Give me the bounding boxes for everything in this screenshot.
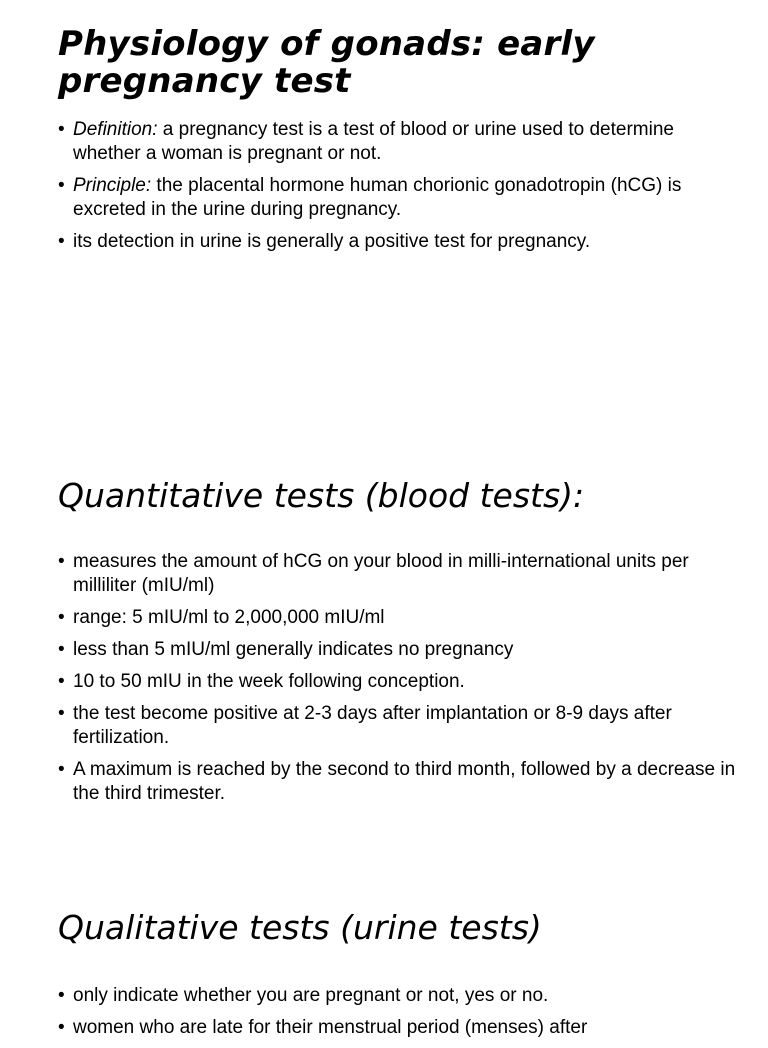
list-item	[58, 550, 738, 598]
bullet-icon: •	[58, 231, 65, 252]
bullet-icon: •	[58, 119, 65, 140]
list-item	[58, 230, 738, 254]
quantitative-bullet-list	[58, 550, 738, 814]
list-item	[58, 758, 738, 806]
bullet-icon: •	[58, 1017, 65, 1038]
list-item	[58, 638, 738, 662]
bullet-icon: •	[58, 671, 65, 692]
bullet-text: only indicate whether you are pregnant or not, yes or no.	[73, 985, 549, 1006]
bullet-icon: •	[58, 639, 65, 660]
bullet-icon: •	[58, 759, 65, 780]
list-item	[58, 984, 738, 1008]
bullet-text: women who are late for their menstrual period (menses) after	[73, 1017, 588, 1038]
bullet-text: its detection in urine is generally a positive test for pregnancy.	[73, 231, 591, 252]
list-item	[58, 118, 738, 166]
bullet-text: less than 5 mIU/ml generally indicates no pregnancy	[73, 639, 514, 660]
qualitative-bullet-list	[58, 984, 738, 1048]
list-item	[58, 174, 738, 222]
bullet-icon: •	[58, 551, 65, 572]
bullet-text: measures the amount of hCG on your blood in milli-international units per milliliter (mIU/ml)	[73, 551, 689, 596]
list-item	[58, 1016, 738, 1040]
bullet-text: the placental hormone human chorionic gonadotropin (hCG) is excreted in the urine during pregnancy.	[73, 175, 682, 220]
bullet-text: a pregnancy test is a test of blood or urine used to determine whether a woman is pregnant or not.	[73, 119, 674, 164]
bullet-text: range: 5 mIU/ml to 2,000,000 mIU/ml	[73, 607, 385, 628]
section-heading-quantitative: Quantitative tests (blood tests):	[58, 476, 585, 515]
list-item	[58, 670, 738, 694]
bullet-lead-definition: Definition:	[73, 119, 158, 140]
definition-bullet-list	[58, 118, 738, 262]
bullet-icon: •	[58, 703, 65, 724]
bullet-icon: •	[58, 607, 65, 628]
list-item	[58, 702, 738, 750]
bullet-text: the test become positive at 2-3 days after implantation or 8-9 days after fertilization.	[73, 703, 672, 748]
bullet-text: A maximum is reached by the second to third month, followed by a decrease in the third trimester.	[73, 759, 736, 804]
section-heading-qualitative: Qualitative tests (urine tests)	[58, 908, 542, 947]
bullet-icon: •	[58, 175, 65, 196]
bullet-lead-principle: Principle:	[73, 175, 152, 196]
bullet-icon: •	[58, 985, 65, 1006]
page-title: Physiology of gonads: early pregnancy test	[58, 24, 595, 101]
bullet-text: 10 to 50 mIU in the week following conception.	[73, 671, 465, 692]
list-item	[58, 606, 738, 630]
